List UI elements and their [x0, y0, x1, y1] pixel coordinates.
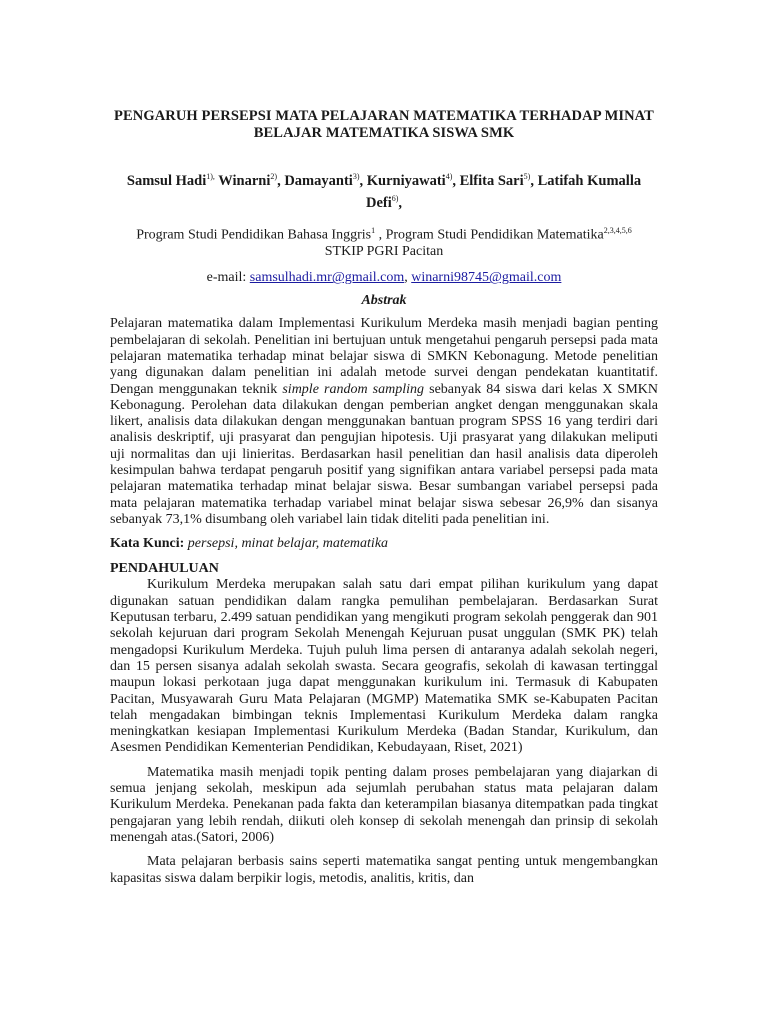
- author-affiliation-mark: 3): [352, 172, 360, 181]
- email-line: [110, 269, 658, 286]
- abstract-text: Pelajaran matematika dalam Implementasi Kurikulum Merdeka masih menjadi bagian penting pembelajaran di sekolah. Penelitian ini bertujuan untuk mengetahui pengaruh persepsi pada mata pelajaran matematika terhadap minat belajar siswa di SMKN Kebonagung. Metode penelitian yang digunakan dalam penelitian ini adalah metode survei dengan pendekatan kuantitatif. Dengan menggunakan teknik: [110, 316, 658, 397]
- author-affiliation-mark: 4): [445, 172, 453, 181]
- section-heading: PENDAHULUAN: [110, 561, 219, 577]
- author-list: [110, 168, 658, 212]
- body-paragraph: Kurikulum Merdeka merupakan salah satu dari empat pilihan kurikulum yang dapat digunakan satuan pendidikan dalam rangka pemulihan pembelajaran. Berdasarkan Surat Keputusan terbaru, 2.499 satuan pendidikan yang mengikuti program sekolah penggerak dan 901 sekolah kejuruan dari program Sekolah Menengah Kejuruan pusat unggulan (SMK PK) telah mengadopsi Kurikulum Merdeka. Tujuh puluh lima persen di antaranya adalah sekolah negeri, dan 15 persen sisanya adalah sekolah swasta. Secara geografis, sekolah di kawasan tertinggal maupun lokasi perkotaan juga dapat menggunakan kurikulum ini. Termasuk di Kabupaten Pacitan, Musyawarah Guru Mata Pelajaran (MGMP) Matematika SMK se-Kabupaten Pacitan telah mengadakan bimbingan teknis Implementasi Kurikulum Merdeka dalam rangka meningkatkan kesiapan Implementasi Kurikulum Merdeka (Badan Standar, Kurikulum, dan Asesmen Pendidikan Kementerian Pendidikan, Kebudayaan, Riset, 2021): [110, 577, 658, 756]
- affiliation-text: Program Studi Pendidikan Bahasa Inggris: [136, 227, 372, 243]
- title-line-2: BELAJAR MATEMATIKA SISWA SMK: [253, 125, 515, 141]
- email-label: e-mail:: [206, 270, 250, 286]
- abstract-body: [110, 316, 658, 528]
- email-link-2[interactable]: winarni98745@gmail.com: [411, 270, 562, 286]
- paper-title: [110, 108, 658, 142]
- affiliation-mark: 1: [371, 225, 376, 235]
- institution: STKIP PGRI Pacitan: [324, 244, 444, 260]
- author-affiliation-mark: 1),: [206, 172, 215, 181]
- author-name: , Damayanti: [277, 172, 353, 189]
- abstract-heading: Abstrak: [361, 293, 407, 309]
- email-separator: ,: [404, 270, 412, 286]
- author-name: , Kurniyawati: [359, 172, 446, 189]
- author-list-tail: ,: [398, 194, 403, 211]
- author-name: Winarni: [214, 172, 271, 189]
- author-affiliation-mark: 2): [270, 172, 278, 181]
- body-paragraph: Matematika masih menjadi topik penting dalam proses pembelajaran yang diajarkan di semua jenjang sekolah, meskipun ada sejumlah perubahan status mata pelajaran dalam Kurikulum Merdeka. Penekanan pada fakta dan keterampilan biasanya ditempatkan pada tingkat pengajaran yang lebih rendah, diikuti oleh konsep di sekolah menengah dan prinsip di sekolah menengah atas.(Satori, 2006): [110, 764, 658, 845]
- affiliation-text: , Program Studi Pendidikan Matematika: [375, 227, 604, 243]
- keywords: [110, 536, 658, 552]
- author-name: , Elfita Sari: [452, 172, 524, 189]
- author-affiliation-mark: 5): [523, 172, 531, 181]
- author-name: Samsul Hadi: [126, 172, 207, 189]
- abstract-italic-term: simple random sampling: [282, 381, 425, 397]
- body-paragraph: Mata pelajaran berbasis sains seperti matematika sangat penting untuk mengembangkan kapasitas siswa dalam berpikir logis, metodis, analitis, kritis, dan: [110, 854, 658, 886]
- affiliation-mark: 2,3,4,5,6: [603, 225, 632, 235]
- author-affiliation-mark: 6): [391, 193, 399, 203]
- keywords-label: Kata Kunci:: [110, 536, 185, 552]
- abstract-text: sebanyak 84 siswa dari kelas X SMKN Kebonagung. Perolehan data dilakukan dengan pemberian angket dengan menggunakan skala likert, analisis data dilakukan dengan menggunakan bantuan program SPSS 16 yang terdiri dari analisis deskriptif, uji prasyarat dan pengujian hipotesis. Uji prasyarat yang dilakukan meliputi uji normalitas dan uji linieritas. Berdasarkan hasil penelitian dan hasil analisis data diperoleh kesimpulan bahwa terdapat pengaruh positif yang signifikan antara variabel persepsi pada mata pelajaran matematika terhadap minat belajar siswa. Besar sumbangan variabel persepsi pada mata pelajaran matematika terhadap variabel minat belajar siswa sebesar 26,9% dan sisanya sebanyak 73,1% disumbang oleh variabel lain tidak diteliti pada penelitian ini.: [110, 381, 659, 527]
- title-line-1: PENGARUH PERSEPSI MATA PELAJARAN MATEMATIKA TERHADAP MINAT: [114, 108, 654, 124]
- keywords-values: persepsi, minat belajar, matematika: [184, 536, 389, 552]
- affiliation: [110, 222, 658, 261]
- email-link-1[interactable]: samsulhadi.mr@gmail.com: [249, 270, 405, 286]
- author-name: , Latifah Kumalla Defi: [365, 172, 642, 211]
